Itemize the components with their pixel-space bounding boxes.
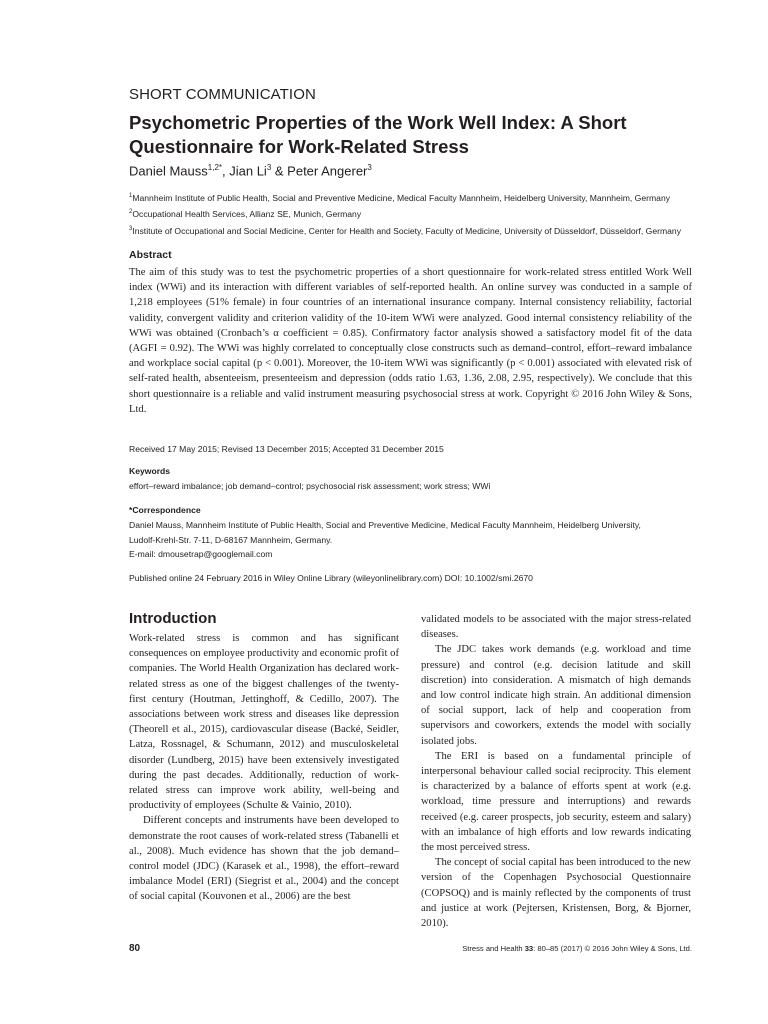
journal-rest: : 80–85 (2017) © 2016 John Wiley & Sons, Ltd. bbox=[533, 944, 692, 953]
author-name: Peter Angerer bbox=[287, 163, 368, 179]
correspondence-line: Daniel Mauss, Mannheim Institute of Public Health, Social and Preventive Medicine, Medical Faculty Mannheim, Heidelberg University, bbox=[129, 520, 641, 530]
correspondence-line: Ludolf-Krehl-Str. 7-11, D-68167 Mannheim, Germany. bbox=[129, 534, 333, 545]
abstract-text: The aim of this study was to test the psychometric properties of a short questionnaire for work-related stress entitled Work Well index (WWi) and its interaction with different variables of self-reported health. An online survey was conducted in a sample of 1,218 employees (51% female) in four countries of an international insurance company. Internal consistency reliability, factorial validity, convergent validity and criterion validity of the 10-item WWi were analyzed. Good internal consistency reliability of the WWi was obtained (Cronbach’s α coefficient = 0.85). Confirmatory factor analysis showed a satisfactory model fit of the data (AGFI = 0.92). The WWi was highly correlated to conceptually close constructs such as demand–control, effort–reward imbalance and workplace social capital (p < 0.001). Moreover, the 10-item WWi was significantly (p < 0.001) associated with elevated risk of self-rated health, absenteeism, presenteeism and depression (odds ratio 1.63, 1.36, 2.08, 2.95, respectively). We conclude that this short questionnaire is a reliable and valid instrument measuring psychosocial stress at work. Copyright © 2016 John Wiley & Sons, Ltd. bbox=[129, 267, 692, 415]
keywords-heading: Keywords bbox=[129, 466, 171, 476]
article-title: Psychometric Properties of the Work Well Index: A Short Questionnaire for Work-Related Stress bbox=[129, 112, 627, 157]
affiliation-text: Occupational Health Services, Allianz SE, Munich, Germany bbox=[132, 209, 362, 220]
affiliation-text: Institute of Occupational and Social Medicine, Center for Health and Society, Faculty of Medicine, University of Düsseldorf, Düsseldorf, Germany bbox=[132, 225, 682, 236]
received-dates: Received 17 May 2015; Revised 13 December 2015; Accepted 31 December 2015 bbox=[129, 444, 444, 454]
journal-name: Stress and Health bbox=[462, 944, 523, 953]
affiliation-list bbox=[129, 189, 709, 238]
affiliation-sup: 1 bbox=[129, 193, 133, 199]
author-separator: & bbox=[271, 163, 288, 179]
paragraph: Different concepts and instruments have been developed to demonstrate the root causes of work-related stress (Tabanelli et al., 2008). Much evidence has shown that the job demand–control model (JDC) (Karasek et al., 1998), the effort–reward imbalance Model (ERI) (Siegrist et al., 2004) and the concept of social capital (Kouvonen et al., 2006) are the best bbox=[129, 815, 399, 903]
author-sup: 3 bbox=[266, 163, 272, 172]
affiliation bbox=[129, 189, 709, 205]
paragraph: validated models to be associated with the major stress-related diseases. bbox=[421, 614, 691, 641]
journal-citation bbox=[462, 944, 692, 953]
affiliation-text: Mannheim Institute of Public Health, Social and Preventive Medicine, Medical Faculty Mannheim, Heidelberg University, Mannheim, Germany bbox=[132, 192, 671, 203]
affiliation-sup: 3 bbox=[129, 225, 133, 232]
paragraph: The ERI is based on a fundamental principle of interpersonal behaviour called social reciprocity. This element is characterized by a balance of efforts spent at work (e.g. workload, time pressure and interruptions) and rewards received (e.g. career prospects, job security, esteem and salary) with an imbalance of high efforts and low rewards indicating the most perceived stress. bbox=[421, 750, 691, 854]
correspondence-heading: *Correspondence bbox=[129, 505, 201, 515]
correspondence-email[interactable]: E-mail: dmousetrap@googlemail.com bbox=[129, 549, 273, 559]
correspondence-block bbox=[129, 518, 692, 562]
right-column bbox=[421, 612, 691, 931]
paragraph: The concept of social capital has been introduced to the new version of the Copenhagen Psychosocial Questionnaire (COPSOQ) and is mainly reflected by the components of trust and justice at work (Pejtersen, Kristensen, Borg, & Bjorner, 2010). bbox=[421, 857, 691, 930]
page-number: 80 bbox=[129, 943, 141, 954]
affiliation bbox=[129, 205, 709, 221]
author-separator: , bbox=[222, 163, 230, 179]
author-name: Jian Li bbox=[229, 163, 267, 179]
author-sup: 1,2* bbox=[207, 163, 222, 172]
left-column bbox=[129, 631, 399, 905]
introduction-heading: Introduction bbox=[129, 610, 217, 627]
affiliation bbox=[129, 222, 709, 238]
author-list bbox=[129, 163, 372, 178]
author-name: Daniel Mauss bbox=[129, 163, 208, 179]
affiliation-sup: 2 bbox=[129, 209, 133, 216]
section-kind: SHORT COMMUNICATION bbox=[129, 86, 316, 103]
keywords-list: effort–reward imbalance; job demand–control; psychosocial risk assessment; work stress; WWi bbox=[129, 481, 491, 491]
author-sup: 3 bbox=[367, 163, 372, 172]
journal-volume: 33 bbox=[524, 944, 534, 953]
abstract-heading: Abstract bbox=[129, 249, 172, 261]
published-info: Published online 24 February 2016 in Wiley Online Library (wileyonlinelibrary.com) DOI: 10.1002/smi.2670 bbox=[129, 573, 533, 583]
paragraph: Work-related stress is common and has significant consequences on employee productivity and economic profit of companies. The World Health Organization has declared work-related stress as one of the biggest challenges of the twenty-first century (Houtman, Jettinghoff, & Cedillo, 2007). The associations between work stress and diseases like depression (Theorell et al., 2015), cardiovascular disease (Backé, Seidler, Latza, Rossnagel, & Schumann, 2012) and musculoskeletal disorder (Lundberg, 2015) have been extensively investigated during the past decades. Additionally, reduction of work-related stress can improve work ability, well-being and productivity of employees (Schulte & Vainio, 2010). bbox=[129, 633, 399, 812]
paragraph: The JDC takes work demands (e.g. workload and time pressure) and control (e.g. decision latitude and skill discretion) into consideration. A mismatch of high demands and low control indicate high strain. An additional dimension of social support, lack of help and cooperation from supervisors and coworkers, extends the model with socially isolated jobs. bbox=[421, 644, 691, 747]
